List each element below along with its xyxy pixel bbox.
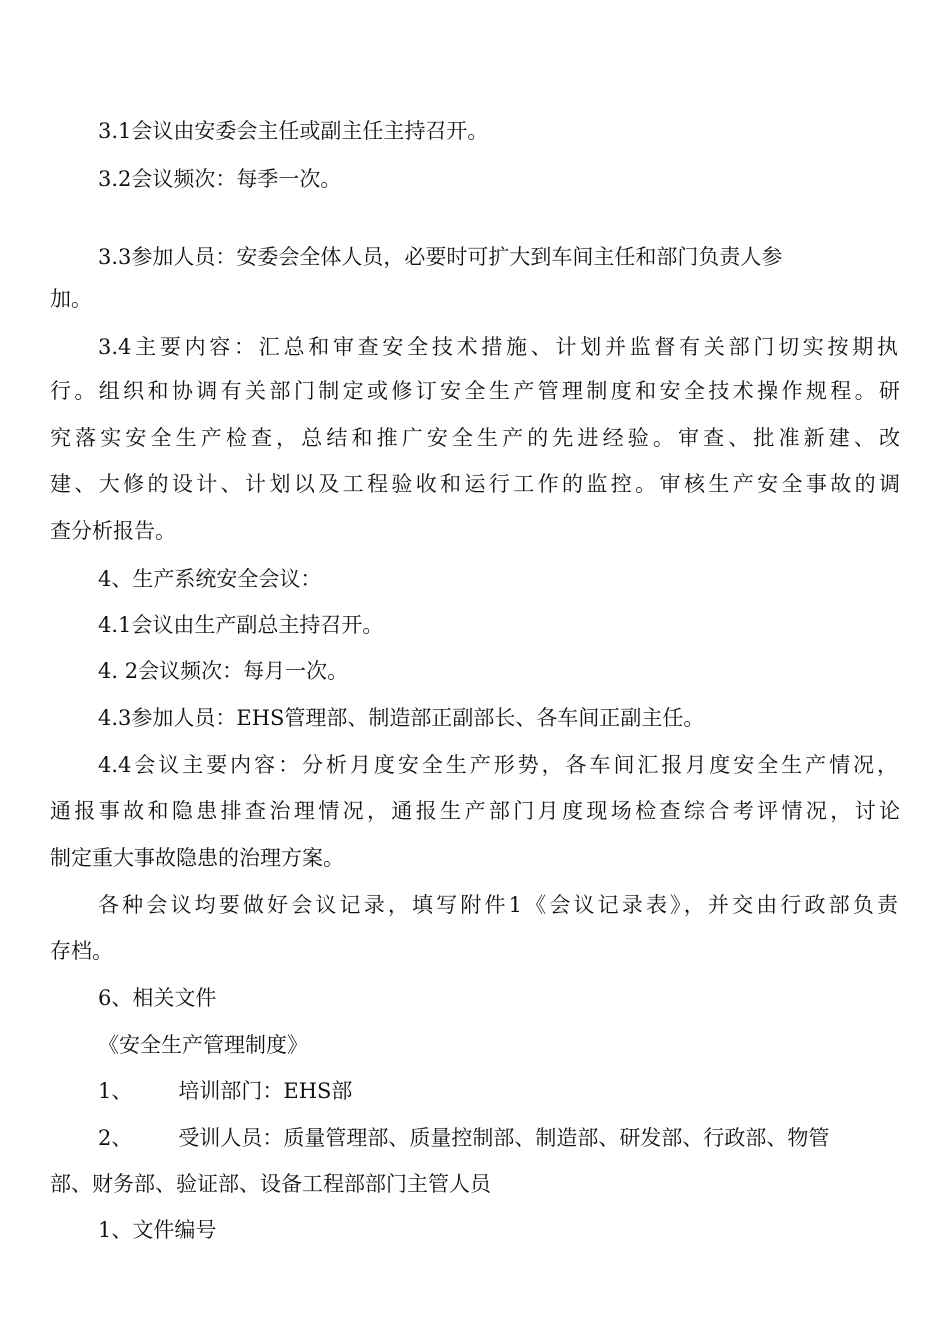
file-number-heading: 1、文件编号 — [98, 1218, 217, 1242]
section-6-heading: 6、相关文件 — [98, 986, 217, 1010]
clause-3-4-line-3: 究落实安全生产检查，总结和推广安全生产的先进经验。审查、批准新建、改 — [50, 426, 900, 450]
clause-3-2: 3.2会议频次：每季一次。 — [98, 167, 342, 191]
clause-3-3-line-2: 加。 — [50, 287, 92, 311]
clause-4-3: 4.3参加人员：EHS管理部、制造部正副部长、各车间正副主任。 — [98, 706, 705, 730]
related-document-title: 《安全生产管理制度》 — [98, 1033, 308, 1057]
list-item-number: 2、 — [98, 1126, 133, 1150]
clause-3-4-line-2: 行。组织和协调有关部门制定或修订安全生产管理制度和安全技术操作规程。研 — [50, 379, 900, 403]
trainees-continued: 部、财务部、验证部、设备工程部部门主管人员 — [50, 1172, 491, 1196]
clause-4-4-line-3: 制定重大事故隐患的治理方案。 — [50, 846, 344, 870]
list-item-training-department — [98, 1076, 898, 1106]
clause-3-3-line-1: 3.3参加人员：安委会全体人员，必要时可扩大到车间主任和部门负责人参 — [98, 245, 783, 269]
clause-4-1: 4.1会议由生产副总主持召开。 — [98, 613, 384, 637]
records-note-line-1: 各种会议均要做好会议记录，填写附件1《会议记录表》，并交由行政部负责 — [98, 893, 898, 917]
clause-3-1: 3.1会议由安委会主任或副主任主持召开。 — [98, 119, 489, 143]
clause-4-4-line-1: 4.4会议主要内容：分析月度安全生产形势，各车间汇报月度安全生产情况， — [98, 753, 898, 777]
clause-4-4-line-2: 通报事故和隐患排查治理情况，通报生产部门月度现场检查综合考评情况，讨论 — [50, 799, 900, 823]
section-4-heading: 4、生产系统安全会议： — [98, 567, 322, 591]
list-item-number: 1、 — [98, 1079, 133, 1103]
clause-3-4-line-4: 建、大修的设计、计划以及工程验收和运行工作的监控。审核生产安全事故的调 — [50, 472, 900, 496]
records-note-line-2: 存档。 — [50, 939, 113, 963]
clause-3-4-line-5: 查分析报告。 — [50, 519, 176, 543]
list-item-text: 培训部门：EHS部 — [178, 1079, 353, 1103]
clause-4-2: 4. 2会议频次：每月一次。 — [98, 659, 349, 683]
list-item-trainees — [98, 1123, 898, 1153]
list-item-text: 受训人员：质量管理部、质量控制部、制造部、研发部、行政部、物管 — [178, 1126, 830, 1150]
clause-3-4-line-1: 3.4主要内容：汇总和审查安全技术措施、计划并监督有关部门切实按期执 — [98, 335, 898, 359]
